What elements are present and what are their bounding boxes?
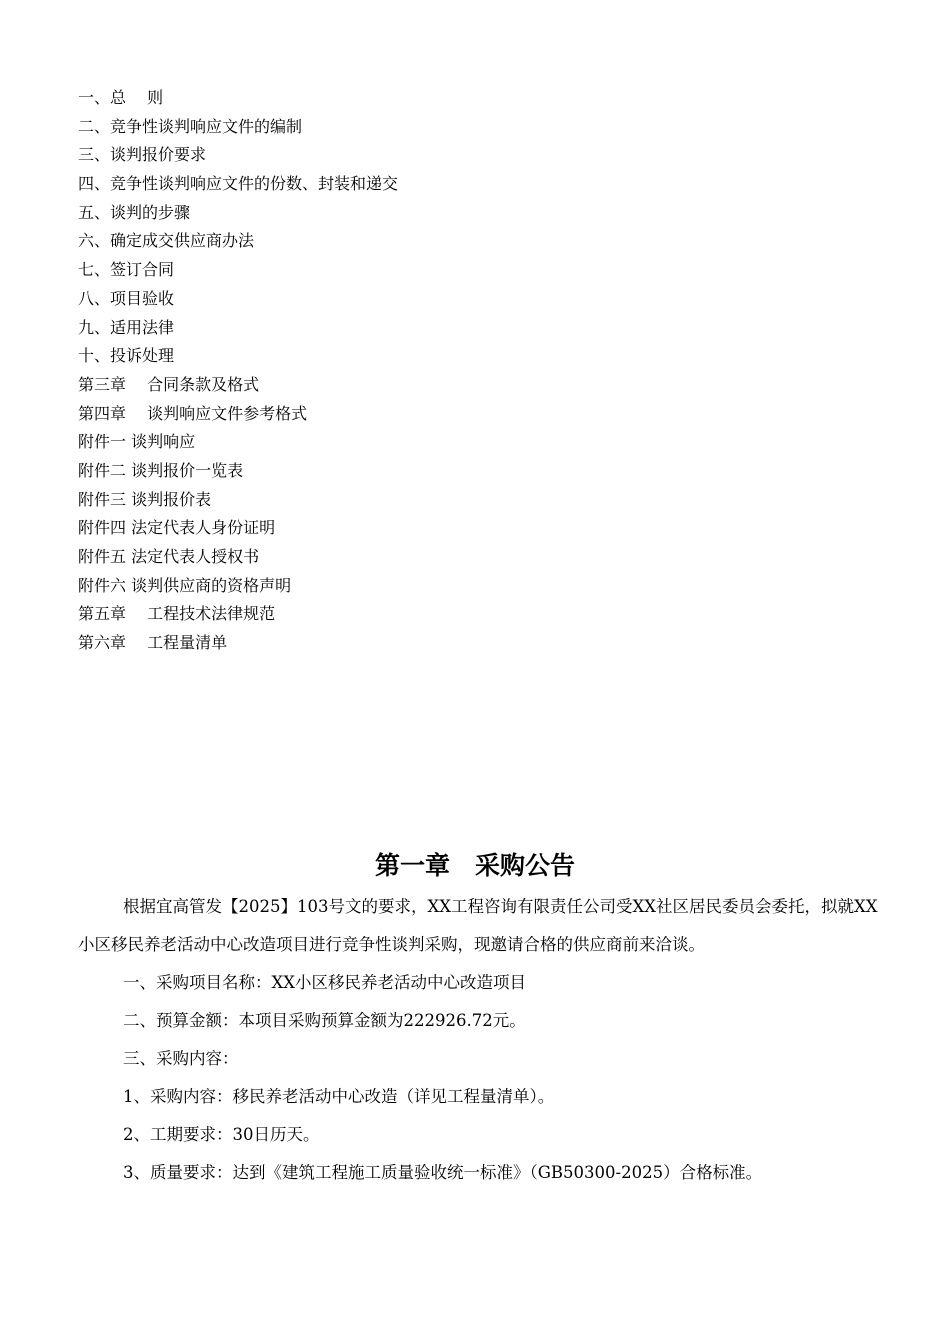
toc-item: 三、谈判报价要求 — [78, 145, 207, 165]
budget-item: 二、预算金额：本项目采购预算金额为222926.72元。 — [123, 1011, 526, 1030]
quality-subitem: 3、质量要求：达到《建筑工程施工质量验收统一标准》（GB50300-2025）合格标准。 — [123, 1163, 763, 1182]
duration-subitem: 2、工期要求：30日历天。 — [123, 1125, 320, 1144]
announcement-body — [78, 888, 878, 1192]
project-name-item: 一、采购项目名称：XX小区移民养老活动中心改造项目 — [123, 973, 526, 992]
toc-item: 十、投诉处理 — [78, 346, 175, 366]
intro-paragraph: 根据宜高管发【2025】103号文的要求，XX工程咨询有限责任公司受XX社区居民委员会委托，拟就XX小区移民养老活动中心改造项目进行竞争性谈判采购，现邀请合格的供应商前来洽谈。 — [78, 897, 878, 954]
toc-item: 附件四 法定代表人身份证明 — [78, 518, 276, 538]
toc-item: 附件一 谈判响应 — [78, 432, 196, 452]
toc-item: 第三章 合同条款及格式 — [78, 374, 260, 394]
toc-item: 七、签订合同 — [78, 260, 175, 280]
content-subitem: 1、采购内容：移民养老活动中心改造（详见工程量清单）。 — [123, 1087, 555, 1106]
toc-item: 八、项目验收 — [78, 288, 175, 308]
toc-item: 附件六 谈判供应商的资格声明 — [78, 575, 292, 595]
toc-item: 附件二 谈判报价一览表 — [78, 460, 244, 480]
toc-item: 九、适用法律 — [78, 317, 175, 337]
toc-item: 六、确定成交供应商办法 — [78, 231, 255, 251]
content-heading: 三、采购内容： — [123, 1049, 239, 1068]
table-of-contents — [78, 84, 878, 658]
toc-item: 四、竞争性谈判响应文件的份数、封装和递交 — [78, 174, 399, 194]
toc-item: 一、总 则 — [78, 88, 164, 107]
toc-item: 第五章 工程技术法律规范 — [78, 604, 276, 624]
toc-item: 二、竞争性谈判响应文件的编制 — [78, 116, 303, 136]
toc-item: 第四章 谈判响应文件参考格式 — [78, 403, 308, 423]
toc-item: 附件三 谈判报价表 — [78, 489, 212, 509]
chapter-title: 第一章 采购公告 — [374, 851, 575, 880]
toc-item: 五、谈判的步骤 — [78, 202, 191, 222]
toc-item: 附件五 法定代表人授权书 — [78, 547, 260, 566]
toc-item: 第六章 工程量清单 — [78, 633, 228, 653]
